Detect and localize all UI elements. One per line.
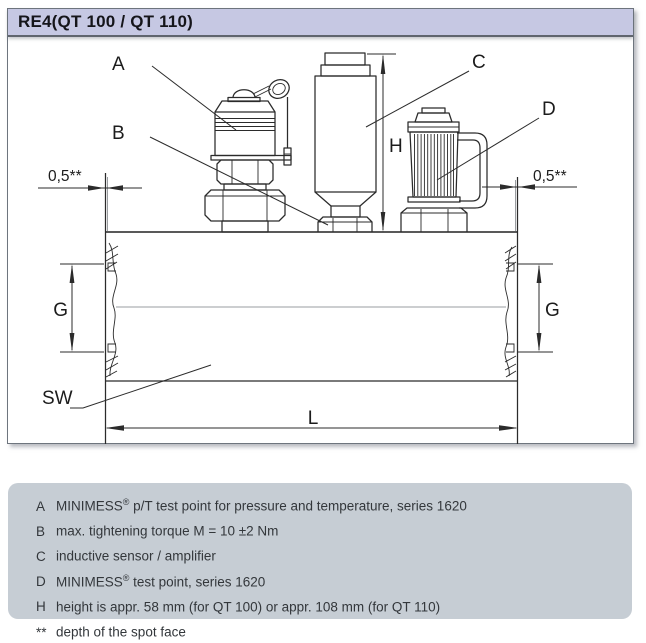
legend-item [36,568,618,593]
legend-item-text [56,517,618,542]
label-spotface-right: 0,5** [533,168,567,185]
pipe-body [105,173,518,444]
legend-item-key: B [36,523,46,539]
knurl-lines [415,134,454,196]
legend [8,483,632,640]
legend-item-text [56,568,618,593]
legend-item-text [56,593,618,618]
label-g-left: G [53,300,68,321]
legend-item [36,618,618,643]
label-a: A [112,54,125,75]
label-sw: SW [42,388,73,409]
legend-item [36,492,618,517]
legend-text-post: p/T test point for pressure and temperature, series 1620 [129,498,467,514]
dim-h [367,54,403,232]
dim-l [105,408,518,431]
legend-text-pre: max. tightening torque M = 10 ±2 Nm [56,523,279,539]
label-spotface-left: 0,5** [48,168,82,185]
label-c: C [472,52,486,73]
dim-g-left [53,264,104,352]
sensor-c [315,53,376,232]
legend-text-pre: depth of the spot face [56,624,186,640]
lanyard-ring [253,76,292,165]
legend-text-pre: MINIMESS [56,498,123,514]
legend-item-key: C [36,548,46,564]
label-h: H [389,136,403,157]
thread-section-left [106,243,118,377]
label-b: B [112,123,125,144]
legend-item-key: D [36,574,46,590]
registered-mark: ® [122,572,130,583]
legend-text-pre: inductive sensor / amplifier [56,548,216,564]
legend-item-key: H [36,599,46,615]
legend-item-text [56,542,618,567]
test-point-d [401,108,487,232]
legend-item [36,542,618,567]
label-g-right: G [545,300,560,321]
dim-spotface-left [38,168,142,191]
dim-spotface-right [482,168,577,190]
callout-b [112,123,328,225]
legend-item-key: ** [36,624,47,640]
test-point-a [205,76,292,232]
legend-item-key: A [36,498,46,514]
thread-section-right [505,246,516,377]
loop-handle [457,133,487,208]
label-l: L [307,408,319,429]
legend-item [36,593,618,618]
callout-sw [42,365,211,409]
legend-text-pre: height is appr. 58 mm (for QT 100) or appr. 108 mm (for QT 110) [56,599,441,615]
dim-g-right [518,264,560,352]
fitting-nuts-a [205,160,285,232]
legend-item-text [56,492,618,517]
registered-mark: ® [122,497,130,507]
section-title: RE4(QT 100 / QT 110) [18,12,194,31]
legend-text-pre: MINIMESS [56,574,123,590]
label-d: D [542,99,556,120]
legend-item [36,517,618,542]
legend-item-text [56,618,618,643]
legend-text-post: test point, series 1620 [129,574,266,590]
